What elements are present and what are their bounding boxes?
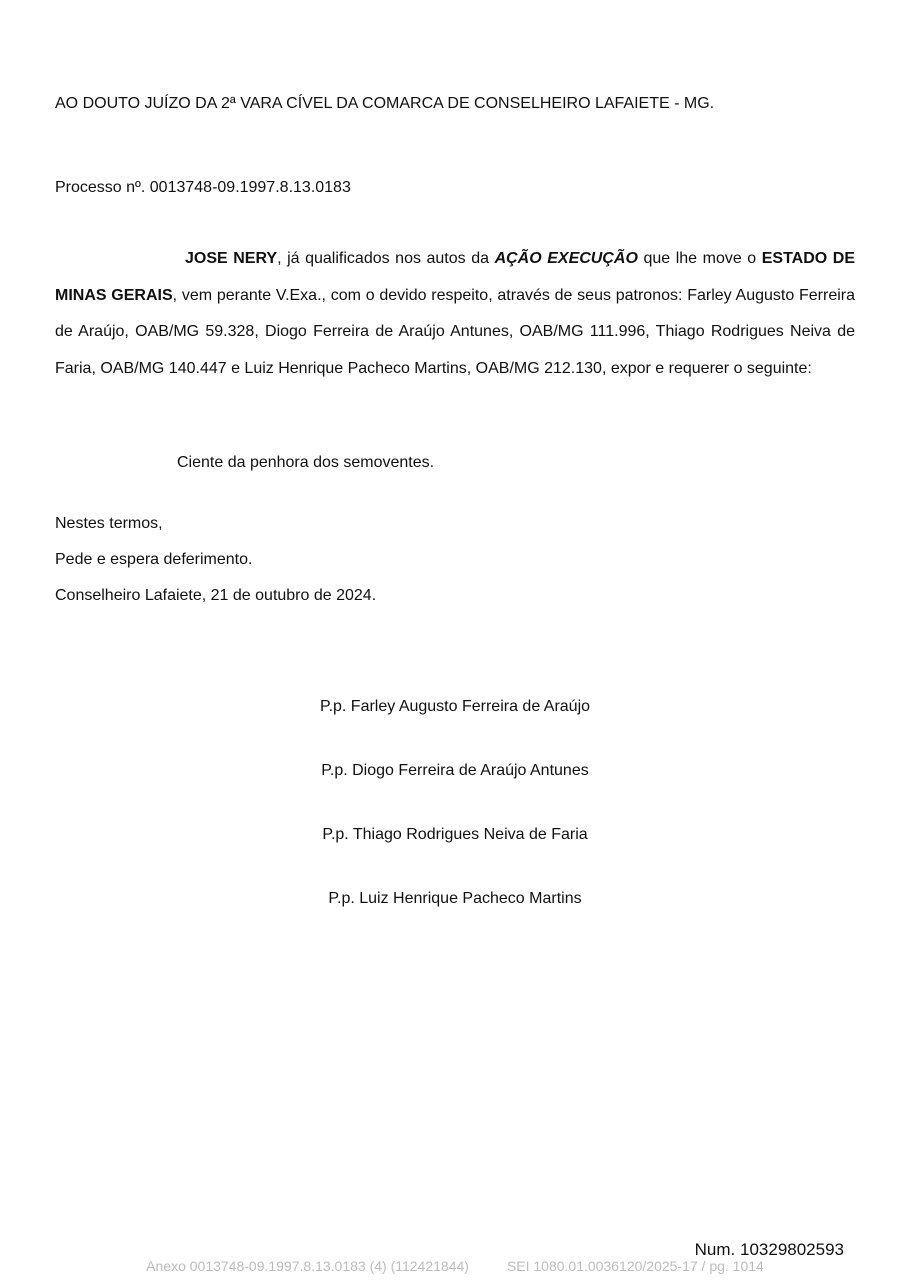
court-header: AO DOUTO JUÍZO DA 2ª VARA CÍVEL DA COMARCA DE CONSELHEIRO LAFAIETE - MG. (55, 95, 715, 112)
main-paragraph (55, 241, 855, 387)
paragraph-text-2: que lhe move o (637, 250, 762, 267)
process-number: Processo nº. 0013748-09.1997.8.13.0183 (55, 179, 351, 196)
place-and-date: Conselheiro Lafaiete, 21 de outubro de 2024. (55, 587, 377, 604)
action-type: AÇÃO EXECUÇÃO (494, 250, 638, 267)
statement-text: Ciente da penhora dos semoventes. (177, 454, 435, 471)
footer-sei-reference: SEI 1080.01.0036120/2025-17 / pg. 1014 (506, 1258, 764, 1274)
opponent-name: ESTADO DE MINAS GERAIS (55, 250, 856, 304)
document-number: Num. 10329802593 (694, 1240, 844, 1259)
signature-line: P.p. Luiz Henrique Pacheco Martins (328, 890, 582, 907)
party-name: JOSE NERY (185, 250, 278, 267)
closing-line-2: Pede e espera deferimento. (55, 551, 253, 568)
page-footer (0, 1257, 910, 1275)
signature-line: P.p. Farley Augusto Ferreira de Araújo (319, 698, 591, 715)
paragraph-text-3: , vem perante V.Exa., com o devido respeito, através de seus patronos: Farley Augusto Ferreira de Araújo, OAB/MG 59.328, Diogo Ferreira de Araújo Antunes, OAB/MG 111.996, Thiago Rodrigues Neiva de Faria, OAB/MG 140.447 e Luiz Henrique Pacheco Martins, OAB/MG 212.130, expor e requerer o seguinte: (55, 286, 856, 377)
paragraph-text-1: , já qualificados nos autos da (277, 250, 495, 267)
signature-line: P.p. Diogo Ferreira de Araújo Antunes (321, 762, 589, 779)
closing-line-1: Nestes termos, (55, 515, 163, 532)
signature-line: P.p. Thiago Rodrigues Neiva de Faria (322, 826, 588, 843)
footer-annex: Anexo 0013748-09.1997.8.13.0183 (4) (112421844) (146, 1258, 469, 1274)
